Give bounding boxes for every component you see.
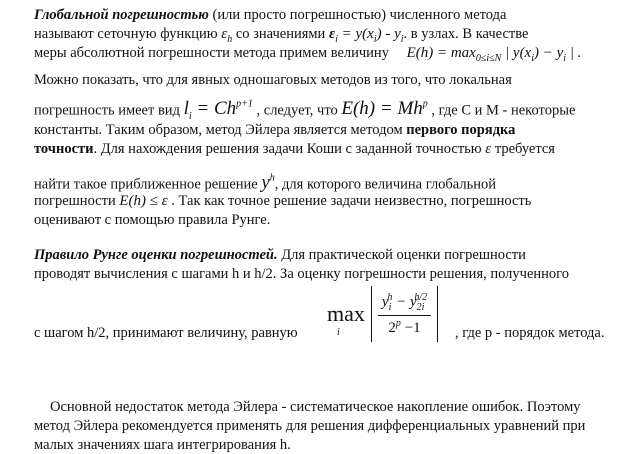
para4-line2: метод Эйлера рекомендуется применять для решения дифференциальных уравнений при [34, 418, 586, 434]
para3-line3-right: , где p - порядок метода. [455, 325, 605, 341]
runge-fraction [378, 292, 431, 337]
global-error-formula: $E(h) = Mh^p$ [341, 98, 428, 120]
para4-line3: малых значениях шага интегрирования h. [34, 437, 291, 453]
para2-line4: точности. Для нахождения решения задачи Коши с заданной точностью ε требуется [34, 141, 555, 157]
para2-line2: погрешность имеет вид $l_i = Ch^{p+1}$ , следует, что $E(h) = Mh^p$ , где C и M - некоторые [34, 98, 576, 123]
approx-solution-symbol: $y^h$ [261, 172, 275, 194]
fraction-numerator: $y_i^h - y_{2i}^{h/2}$ [378, 292, 431, 316]
term-runge-rule: Правило Рунге оценки погрешностей. [34, 247, 278, 263]
para2-line5: найти такое приближенное решение $y^h$, для которого величина глобальной [34, 172, 496, 194]
error-formula: $\varepsilon_i = y(x_i) - y_i$ [328, 26, 404, 45]
para1-line2: называют сеточную функцию $\varepsilon_h$ со значениями $\varepsilon_i = y(x_i) - y_i$. в узлах. В качестве [34, 26, 529, 45]
local-error-formula: $l_i = Ch^{p+1}$ [183, 98, 253, 123]
epsilon-symbol: ε [485, 141, 492, 157]
para1-line3: меры абсолютной погрешности метода примем величину $E(h) = \max_{0\le i\le N}$ | $y(x_i) - y_i$ | . [34, 45, 582, 64]
first-order-term: первого порядка [406, 122, 516, 138]
para2-line1: Можно показать, что для явных одношаговых методов из того, что локальная [34, 72, 512, 88]
fraction-denominator: $2^p -1$ [388, 317, 421, 336]
max-error-formula: $E(h) = \max_{0\le i\le N}$ | $y(x_i) - y_i$ | . [406, 45, 582, 64]
eps-h-symbol: $\varepsilon_h$ [221, 26, 233, 45]
para3-line1: Правило Рунге оценки погрешностей. Для практической оценки погрешности [34, 247, 526, 263]
tolerance-formula: E(h) ≤ ε [119, 193, 168, 209]
absolute-value-bars [371, 286, 438, 342]
runge-formula [327, 285, 438, 343]
para3-line2: проводят вычисления с шагами h и h/2. За оценку погрешности решения, полученного [34, 266, 569, 282]
para2-line3: константы. Таким образом, метод Эйлера является методом первого порядка [34, 122, 516, 138]
para2-line6: погрешности E(h) ≤ ε . Так как точное решение задачи неизвестно, погрешность [34, 193, 532, 209]
para4-line1: Основной недостаток метода Эйлера - систематическое накопление ошибок. Поэтому [50, 399, 581, 415]
term-global-error: Глобальной погрешностью [34, 7, 209, 23]
para2-line7: оценивают с помощью правила Рунге. [34, 212, 271, 228]
para3-line3-left: с шагом h/2, принимают величину, равную [34, 325, 298, 341]
para1-line1: Глобальной погрешностью (или просто погрешностью) численного метода [34, 7, 507, 23]
max-operator: max i [327, 301, 365, 338]
